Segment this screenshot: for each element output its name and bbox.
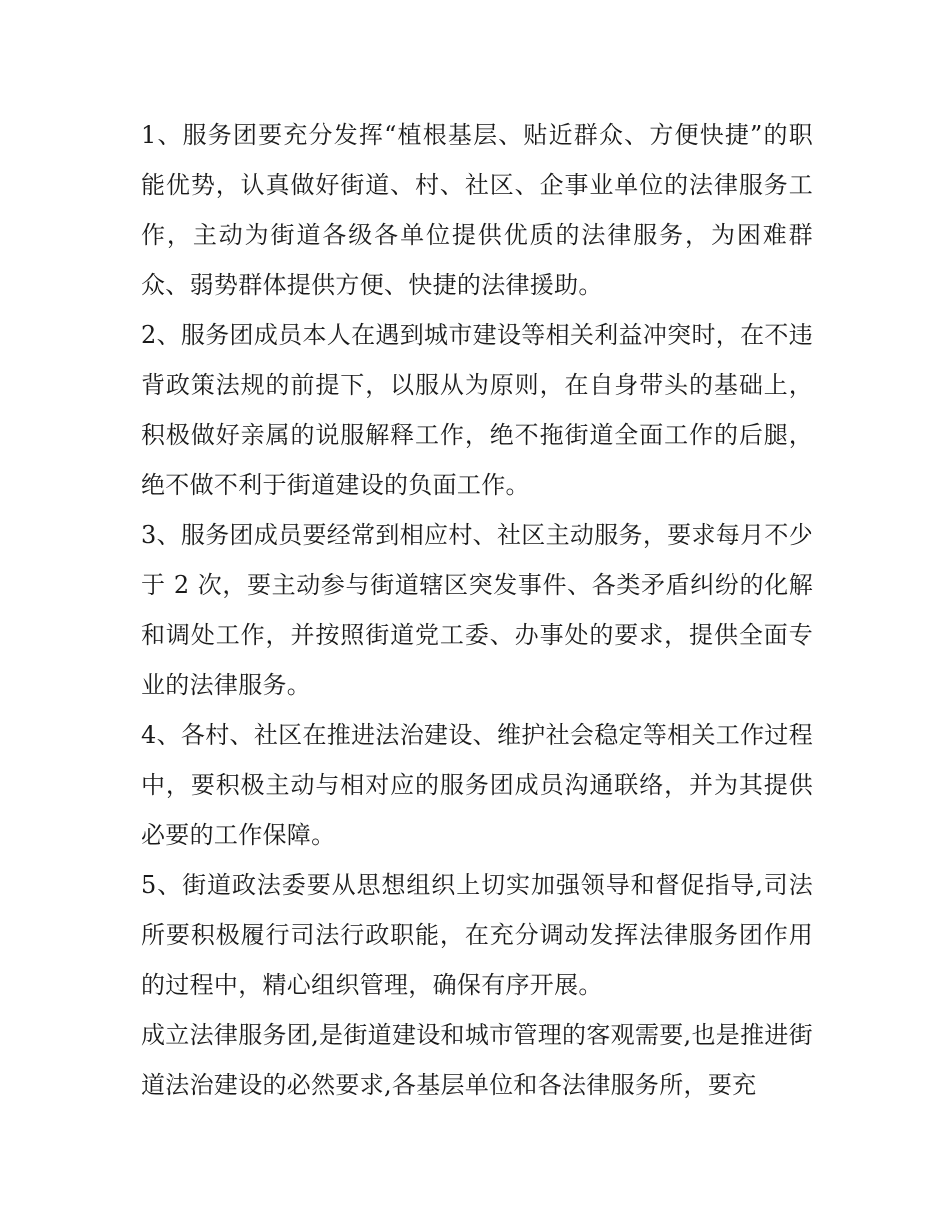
paragraph-1: 1、服务团要充分发挥“植根基层、贴近群众、方便快捷”的职能优势，认真做好街道、村、社区、企事业单位的法律服务工作，主动为街道各级各单位提供优质的法律服务，为困难群众、弱势群体提供方便、快捷的法律援助。 — [141, 121, 813, 299]
document-body — [141, 110, 813, 1110]
paragraph-5: 5、街道政法委要从思想组织上切实加强领导和督促指导,司法所要积极履行司法行政职能，在充分调动发挥法律服务团作用的过程中，精心组织管理，确保有序开展。 — [141, 871, 813, 999]
paragraph-4: 4、各村、社区在推进法治建设、维护社会稳定等相关工作过程中，要积极主动与相对应的服务团成员沟通联络，并为其提供必要的工作保障。 — [141, 721, 813, 849]
paragraph-conclusion: 成立法律服务团,是街道建设和城市管理的客观需要,也是推进街道法治建设的必然要求,各基层单位和各法律服务所，要充 — [141, 1021, 813, 1099]
paragraph-3: 3、服务团成员要经常到相应村、社区主动服务，要求每月不少于 2 次，要主动参与街道辖区突发事件、各类矛盾纠纷的化解和调处工作，并按照街道党工委、办事处的要求，提供全面专业的法律服务。 — [141, 521, 813, 699]
paragraph-2: 2、服务团成员本人在遇到城市建设等相关利益冲突时，在不违背政策法规的前提下，以服从为原则，在自身带头的基础上，积极做好亲属的说服解释工作，绝不拖街道全面工作的后腿，绝不做不利于街道建设的负面工作。 — [141, 321, 813, 499]
